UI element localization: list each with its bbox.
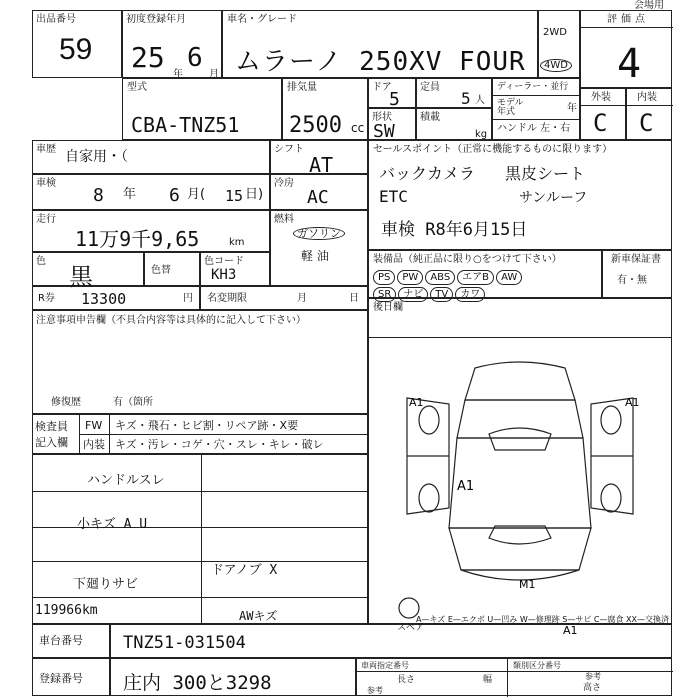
- sales-point-3: 車検 R8年6月15日: [381, 220, 528, 240]
- drive-4wd: 4WD: [540, 59, 572, 72]
- equip-ps: PS: [373, 270, 395, 285]
- diagram-a1-side: A1: [457, 479, 475, 494]
- equip-aw: AW: [496, 270, 522, 285]
- shape-label: 形状: [372, 112, 392, 123]
- warranty-label: 新車保証書: [611, 254, 661, 265]
- drive-box: [538, 10, 580, 78]
- inspection-year-unit: 年: [123, 187, 137, 202]
- displacement-unit: cc: [351, 121, 365, 135]
- diagram-a1-right: A1: [625, 396, 640, 409]
- inspection-month-unit: 月(: [187, 187, 206, 202]
- note-underbody: 下廻りサビ: [73, 577, 139, 592]
- class-number-label: 類別区分番号: [513, 661, 561, 670]
- chassis-value-box: [110, 624, 672, 658]
- car-name-value: ムラーノ 250XV FOUR: [235, 47, 526, 77]
- score-box: [580, 10, 672, 88]
- fuel-box: [270, 210, 368, 286]
- first-reg-label: 初度登録年月: [126, 14, 186, 25]
- kaijo-label: 会場用: [634, 0, 664, 11]
- vehicle-info-box: [356, 658, 672, 696]
- shape-value: SW: [373, 121, 395, 142]
- drive-2wd: 2WD: [543, 27, 567, 38]
- color-code-value: KH3: [211, 267, 237, 283]
- lot-number-value: 59: [59, 33, 93, 66]
- shift-box: [270, 140, 368, 177]
- equip-airbag: エアB: [457, 270, 494, 285]
- capacity-value: 5: [461, 89, 471, 108]
- model-box: [122, 78, 282, 140]
- ac-label: 冷房: [274, 178, 294, 189]
- sales-points-label: セールスポイント（正常に機能するものに限ります）: [373, 144, 613, 155]
- lot-number-label: 出品番号: [36, 14, 76, 25]
- fuel-value: ガソリン: [293, 227, 345, 240]
- reg-label-box: [32, 658, 110, 696]
- car-diagram: [369, 338, 671, 637]
- damage-legend: A—キズ E—エクボ U—凹み W—修理跡 S—サビ C—腐食 XX—交換済: [415, 615, 669, 624]
- width-label: 幅: [483, 675, 493, 685]
- note-door-knob: ドアノブ X: [211, 563, 278, 578]
- exterior-value: C: [593, 109, 608, 137]
- chassis-label: 車台番号: [39, 634, 83, 647]
- reg-number-label: 登録番号: [39, 672, 83, 685]
- after-day-box: [368, 298, 672, 338]
- car-diagram-box: [368, 338, 672, 637]
- ac-value: AC: [307, 187, 329, 208]
- inspection-day: 15: [225, 187, 244, 205]
- sales-point-1b: 黒皮シート: [505, 164, 586, 183]
- diagram-m1: M1: [519, 578, 536, 591]
- usage-value: 自家用・（: [65, 149, 128, 165]
- displacement-label: 排気量: [287, 82, 317, 93]
- exterior-label: 外装: [591, 92, 611, 103]
- chassis-label-box: [32, 624, 110, 658]
- color-value: 黒: [69, 263, 93, 291]
- equip-pw: PW: [397, 270, 423, 285]
- color-box: [32, 252, 144, 291]
- reference-label: 参考: [367, 686, 383, 695]
- load-label: 積載: [420, 112, 440, 123]
- fuel-option-keiyu: 軽 油: [301, 249, 329, 263]
- inspector-label-1: 検査員: [35, 420, 68, 433]
- sales-point-2b: サンルーフ: [519, 190, 588, 206]
- repair-history-label: 修復歴: [51, 397, 81, 408]
- shift-value: AT: [309, 153, 334, 177]
- mileage-label: 走行: [36, 214, 56, 225]
- capacity-box: [416, 78, 492, 108]
- diagram-spare: スペア: [397, 623, 425, 633]
- car-name-label: 車名・グレード: [227, 14, 297, 25]
- reg-number-value: 庄内 300と3298: [123, 672, 272, 694]
- reference-label-2: 参考: [585, 672, 601, 681]
- inspection-year: 8: [93, 185, 104, 206]
- usage-box: [32, 140, 270, 174]
- load-unit: kg: [475, 129, 488, 140]
- note-mileage: 119966km: [35, 603, 98, 618]
- interior-check-text: キズ・汚レ・コゲ・穴・スレ・キレ・破レ: [115, 438, 324, 451]
- inspector-label-2: 記入欄: [35, 436, 68, 449]
- usage-label: 車歴: [36, 144, 56, 155]
- color-change-label: 色替: [151, 265, 171, 276]
- length-label: 長さ: [397, 675, 416, 685]
- color-code-box: [200, 252, 270, 286]
- color-code-label: 色コード: [204, 256, 244, 267]
- diagram-a1-left: A1: [409, 396, 424, 409]
- car-name-box: [222, 10, 538, 78]
- model-year-unit: 年: [567, 103, 577, 114]
- fw-label: FW: [85, 419, 103, 432]
- repair-history-value: 有（箇所: [113, 397, 153, 408]
- capacity-label: 定員: [420, 82, 440, 93]
- interior-label: 内装: [637, 92, 657, 103]
- interior-box: [626, 88, 672, 140]
- fuel-label: 燃料: [274, 214, 294, 225]
- recycle-unit: 円: [183, 293, 193, 304]
- score-label: 評価点: [607, 14, 649, 25]
- doors-label: ドア: [372, 82, 392, 93]
- equip-tv: TV: [430, 287, 453, 302]
- name-change-day-unit: 日: [349, 293, 359, 304]
- reg-value-box: [110, 658, 356, 696]
- interior-value: C: [639, 109, 654, 137]
- ac-box: [270, 174, 368, 210]
- designated-number-label: 車両指定番号: [361, 661, 409, 670]
- interior-check-label: 内装: [83, 438, 105, 451]
- warranty-value: 有・無: [617, 275, 647, 286]
- chassis-value: TNZ51-031504: [123, 633, 246, 653]
- model-label: 型式: [127, 82, 147, 93]
- shift-label: シフト: [274, 144, 304, 155]
- note-small-scratch: 小キズ A U: [77, 517, 148, 532]
- name-change-box: [200, 286, 368, 310]
- fw-text: キズ・飛石・ヒビ割・リペア跡・X要: [115, 419, 299, 432]
- first-reg-year-unit: 年: [173, 69, 183, 80]
- color-label: 色: [36, 256, 46, 267]
- sales-points-box: [368, 140, 672, 250]
- recycle-value: 13300: [81, 290, 127, 308]
- inspection-box: [32, 174, 270, 210]
- load-box: [416, 108, 492, 140]
- handwritten-area: [32, 454, 368, 624]
- equip-navi: ナビ: [398, 287, 428, 302]
- shape-box: [368, 108, 416, 140]
- notes-box: [32, 310, 368, 414]
- inspection-day-unit: 日): [245, 187, 264, 202]
- diagram-a1-bottom: A1: [563, 624, 578, 637]
- displacement-value: 2500: [289, 113, 342, 138]
- model-value: CBA-TNZ51: [131, 113, 240, 137]
- dealer-box: [492, 78, 580, 140]
- capacity-unit: 人: [475, 95, 485, 106]
- mileage-box: [32, 210, 270, 252]
- lot-number-box: [32, 10, 122, 78]
- equip-leather: カワ: [455, 287, 485, 302]
- note-aw-scratch: AWキズ: [239, 609, 278, 623]
- score-value: 4: [617, 41, 642, 87]
- doors-value: 5: [389, 89, 400, 110]
- inspector-box: [32, 414, 368, 454]
- dealer-label: ディーラー・並行: [497, 82, 569, 92]
- displacement-box: [282, 78, 368, 140]
- inspection-label: 車検: [36, 178, 56, 189]
- warranty-box: [602, 250, 672, 298]
- first-registration-box: [122, 10, 222, 78]
- name-change-label: 名変期限: [207, 293, 247, 304]
- recycle-label: R券: [38, 293, 55, 304]
- equip-sr: SR: [373, 287, 396, 302]
- after-day-label: 後日欄: [373, 302, 403, 313]
- name-change-month-unit: 月: [297, 293, 307, 304]
- mileage-value: 11万9千9,65: [75, 227, 200, 251]
- note-handle: ハンドルスレ: [87, 473, 165, 488]
- color-change-box: [144, 252, 200, 286]
- notes-label: 注意事項申告欄（不具合内容等は具体的に記入して下さい）: [36, 315, 306, 326]
- first-reg-month-unit: 月: [209, 69, 219, 80]
- equipment-label: 装備品（純正品に限り○をつけて下さい）: [373, 254, 562, 265]
- sales-point-2a: ETC: [379, 187, 408, 206]
- inspection-month: 6: [169, 185, 180, 206]
- sales-point-1a: バックカメラ: [379, 164, 476, 183]
- first-reg-month: 6: [187, 43, 203, 73]
- recycle-box: [32, 286, 200, 310]
- mileage-unit: km: [229, 237, 245, 248]
- equip-abs: ABS: [425, 270, 455, 285]
- model-year-label: モデル年式: [497, 98, 524, 117]
- height-label: 高さ: [583, 683, 602, 693]
- exterior-box: [580, 88, 626, 140]
- doors-box: [368, 78, 416, 108]
- first-reg-year: 25: [131, 41, 165, 74]
- handle-label: ハンドル 左・右: [497, 123, 571, 134]
- equipment-box: [368, 250, 602, 298]
